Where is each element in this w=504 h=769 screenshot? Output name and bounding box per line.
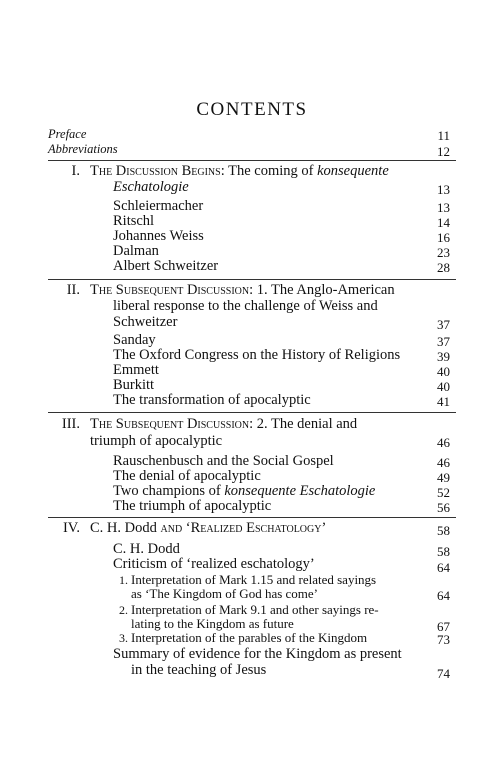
entry-label: The denial of apocalyptic [113, 468, 261, 484]
section-divider [48, 517, 456, 518]
entry-label-text: Two champions of [113, 483, 225, 499]
page-number: 49 [437, 470, 450, 485]
entry-label: Schleiermacher [113, 198, 204, 214]
page-number: 14 [437, 215, 450, 230]
entry-label-italic: konsequente Eschatologie [224, 483, 376, 499]
entry-label: Dalman [113, 243, 159, 259]
subentry-line: as ‘The Kingdom of God has come’ [131, 586, 319, 601]
page-number: 58 [437, 523, 450, 538]
entry-label: Rauschenbusch and the Social Gospel [113, 453, 334, 469]
entry-label: C. H. Dodd [113, 541, 180, 557]
chapter-number: II. [66, 282, 80, 298]
subentry-number: 2. [119, 603, 128, 617]
page-number: 28 [437, 260, 450, 275]
entry-label: Burkitt [113, 377, 155, 393]
page-number: 56 [437, 500, 450, 515]
chapter-title-line[interactable]: Eschatologie [113, 179, 189, 195]
page-number: 74 [437, 666, 450, 681]
entry-label: Preface [48, 127, 87, 141]
chapter-title-smallcaps: The Discussion Begins [90, 163, 221, 179]
entry-label: The transformation of apocalyptic [113, 392, 311, 408]
chapter-title-line[interactable]: Schweitzer [113, 314, 178, 330]
chapter-title-italic: konsequente [317, 163, 389, 179]
chapter-title-text: : 2. The denial and [249, 416, 358, 432]
subentry-line: Interpretation of the parables of the Kingdom [131, 630, 368, 645]
page-number: 58 [437, 544, 450, 559]
entry-label: in the teaching of Jesus [131, 662, 267, 678]
page-number: 37 [437, 317, 450, 332]
chapter-title-smallcaps: and ‘Realized Eschatology’ [160, 520, 327, 536]
page-number: 64 [437, 588, 450, 603]
page-number: 64 [437, 560, 450, 575]
chapter-title-line[interactable] [90, 416, 357, 433]
page-number: 52 [437, 485, 450, 500]
page-number: 40 [437, 379, 450, 394]
page-number: 40 [437, 364, 450, 379]
page-number: 12 [437, 144, 450, 159]
chapter-number: III. [61, 416, 80, 432]
chapter-title-line[interactable]: liberal response to the challenge of Weiss and [113, 298, 378, 314]
page-number: 41 [437, 394, 450, 409]
entry-label: Sanday [113, 332, 156, 348]
chapter-title-line[interactable]: triumph of apocalyptic [90, 433, 223, 449]
page-number: 13 [437, 182, 450, 197]
page-number: 73 [437, 632, 450, 647]
page-number: 13 [437, 200, 450, 215]
page-number: 23 [437, 245, 450, 260]
subentry-line: lating to the Kingdom as future [131, 616, 294, 631]
page-number: 67 [437, 619, 450, 634]
entry-label: Albert Schweitzer [113, 258, 219, 274]
chapter-title-line[interactable] [90, 163, 389, 180]
entry-label: Johannes Weiss [113, 228, 204, 244]
chapter-title-text: : 1. The Anglo-American [249, 282, 395, 298]
entry-label: Criticism of ‘realized eschatology’ [113, 556, 315, 572]
chapter-number: I. [71, 163, 80, 179]
page-number: 11 [437, 128, 450, 143]
chapter-number: IV. [62, 520, 80, 536]
entry-label: Summary of evidence for the Kingdom as present [113, 646, 402, 662]
page-title: CONTENTS [196, 99, 308, 120]
entry-label: Ritschl [113, 213, 155, 229]
subentry-line: Interpretation of Mark 9.1 and other sayings re- [131, 602, 379, 617]
chapter-title-line[interactable] [90, 520, 326, 537]
chapter-title-text: : The coming of [220, 163, 318, 179]
chapter-title-smallcaps: The Subsequent Discussion [90, 416, 250, 432]
chapter-title-smallcaps: The Subsequent Discussion [90, 282, 250, 298]
entry-label: Emmett [113, 362, 159, 378]
page-number: 39 [437, 349, 450, 364]
section-divider [48, 160, 456, 161]
section-divider [48, 412, 456, 413]
page-number: 37 [437, 334, 450, 349]
section-divider [48, 279, 456, 280]
chapter-title-text: C. H. Dodd [90, 520, 161, 536]
subentry-number: 3. [119, 631, 128, 645]
subentry-line: Interpretation of Mark 1.15 and related sayings [131, 572, 377, 587]
page-number: 46 [437, 435, 450, 450]
entry-label: The triumph of apocalyptic [113, 498, 272, 514]
page-number: 46 [437, 455, 450, 470]
entry-label: The Oxford Congress on the History of Religions [113, 347, 401, 363]
chapter-title-line[interactable] [90, 282, 395, 299]
subentry-number: 1. [119, 573, 128, 587]
page-number: 16 [437, 230, 450, 245]
entry-label: Abbreviations [48, 142, 118, 156]
